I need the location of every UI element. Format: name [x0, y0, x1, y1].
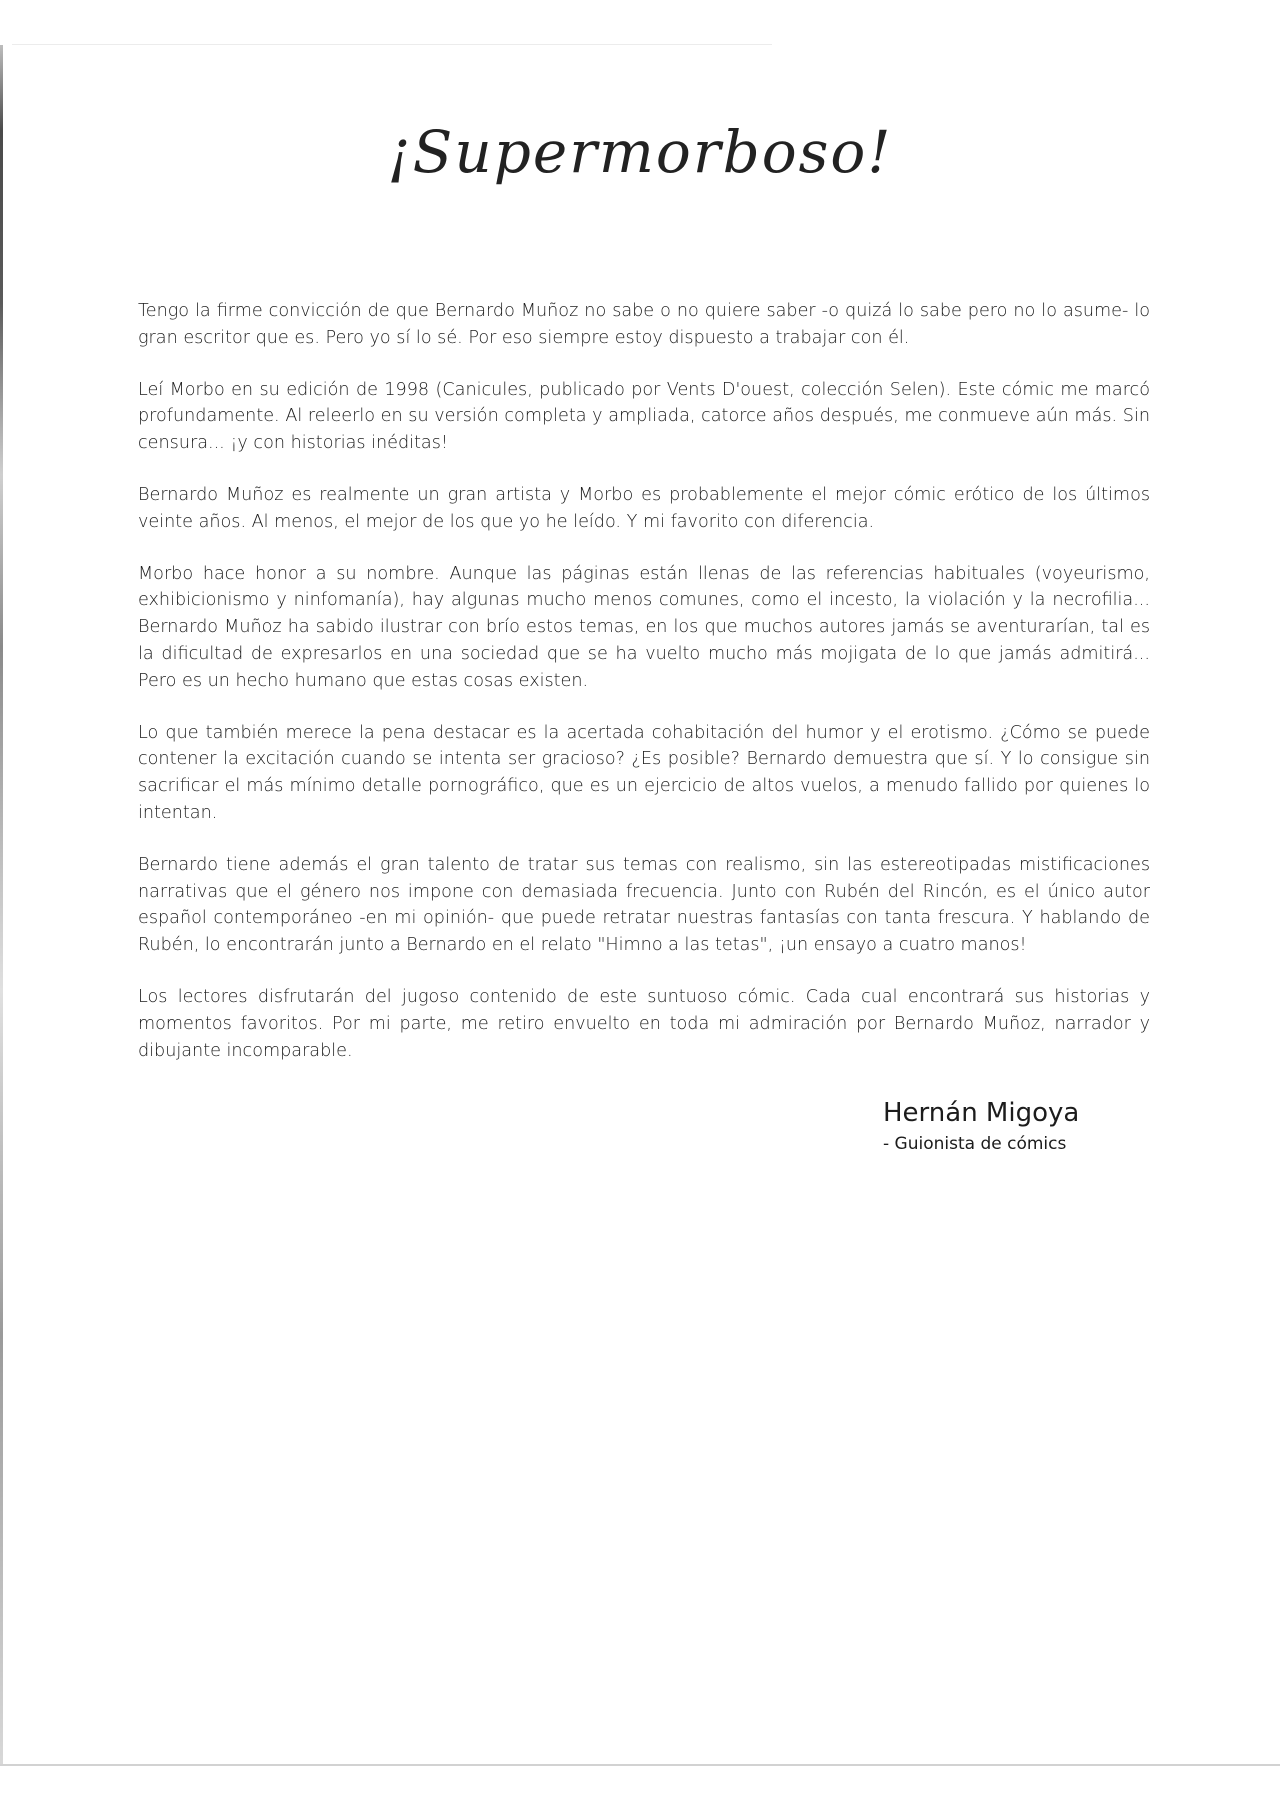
paragraph-5: Lo que también merece la pena destacar es la acertada cohabitación del humor y el erotismo. ¿Cómo se puede contener la excitación cuando se intenta ser gracioso? ¿Es posible? Bernardo demuestra que sí. Y lo consigue sin sacrificar el más mínimo detalle pornográfico, que es un ejercicio de altos vuelos, a menudo fallido por quienes lo intentan.	[138, 722, 1150, 823]
paragraph-7: Los lectores disfrutarán del jugoso contenido de este suntuoso cómic. Cada cual encontrará sus historias y momentos favoritos. Por mi parte, me retiro envuelto en toda mi admiración por Bernardo Muñoz, narrador y dibujante incomparable.	[138, 986, 1150, 1061]
page-bottom-edge	[0, 1764, 1280, 1766]
paragraph-2: Leí Morbo en su edición de 1998 (Canicules, publicado por Vents D'ouest, colección Selen). Este cómic me marcó profundamente. Al releerlo en su versión completa y ampliada, catorce años después, me conmueve aún más. Sin censura... ¡y con historias inéditas!	[138, 379, 1150, 454]
paragraph-3: Bernardo Muñoz es realmente un gran artista y Morbo es probablemente el mejor cómic erótico de los últimos veinte años. Al menos, el mejor de los que yo he leído. Y mi favorito con diferencia.	[138, 484, 1150, 532]
page-title: ¡Supermorboso!	[387, 118, 893, 186]
body-text	[138, 298, 1150, 1089]
page-top-edge	[12, 44, 772, 45]
signature-block	[883, 1096, 1203, 1156]
paragraph-6: Bernardo tiene además el gran talento de tratar sus temas con realismo, sin las estereotipadas mistificaciones narrativas que el género nos impone con demasiada frecuencia. Junto con Rubén del Rincón, es el único autor español contemporáneo -en mi opinión- que puede retratar nuestras fantasías con tanta frescura. Y hablando de Rubén, lo encontrarán junto a Bernardo en el relato "Himno a las tetas", ¡un ensayo a cuatro manos!	[138, 854, 1150, 956]
paragraph-4: Morbo hace honor a su nombre. Aunque las páginas están llenas de las referencias habituales (voyeurismo, exhibicionismo y ninfomanía), hay algunas mucho menos comunes, como el incesto, la violación y la necrofilia... Bernardo Muñoz ha sabido ilustrar con brío estos temas, en los que muchos autores jamás se aventurarían, tal es la dificultad de expresarlos en una sociedad que se ha vuelto mucho más mojigata de lo que jamás admitirá... Pero es un hecho humano que estas cosas existen.	[138, 563, 1150, 691]
paragraph-1: Tengo la firme convicción de que Bernardo Muñoz no sabe o no quiere saber -o quizá lo sabe pero no lo asume- lo gran escritor que es. Pero yo sí lo sé. Por eso siempre estoy dispuesto a trabajar con él.	[138, 301, 1150, 348]
page-left-edge-shadow	[0, 45, 3, 1765]
signature-name: Hernán Migoya	[883, 1098, 1080, 1128]
signature-role: - Guionista de cómics	[883, 1134, 1067, 1154]
